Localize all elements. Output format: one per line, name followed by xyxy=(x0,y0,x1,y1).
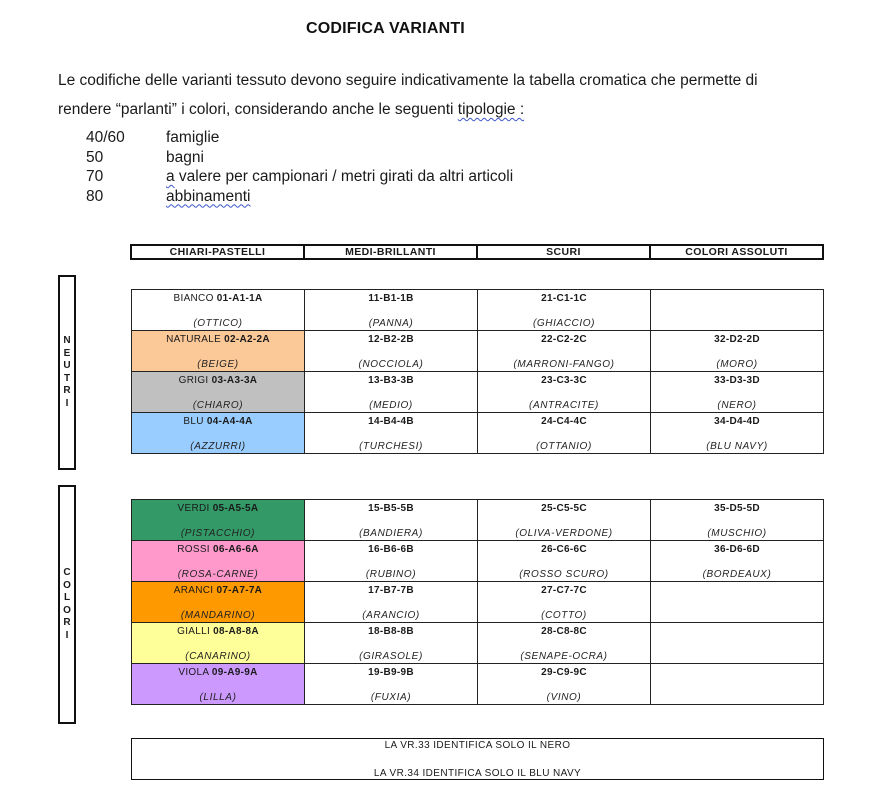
variant-code-number: 28-C8-8C xyxy=(541,626,587,637)
variant-code-number: 25-C5-5C xyxy=(541,503,587,514)
variant-code xyxy=(132,500,304,515)
variant-description: (RUBINO) xyxy=(365,569,417,580)
variant-cell xyxy=(478,290,651,331)
variant-cell xyxy=(132,500,305,541)
variant-code xyxy=(305,331,477,346)
type-code: 50 xyxy=(86,148,104,166)
variant-description: (MANDARINO) xyxy=(180,610,256,621)
variant-code xyxy=(478,331,650,346)
variant-code-number: 19-B9-9B xyxy=(368,667,414,678)
variant-code-number: 09-A9-9A xyxy=(211,667,258,678)
variant-code xyxy=(478,413,650,428)
variant-cell xyxy=(132,290,305,331)
table-row xyxy=(132,331,824,372)
variant-description: (FUXIA) xyxy=(370,692,412,703)
variant-cell xyxy=(651,372,824,413)
variant-code xyxy=(132,664,304,679)
variant-cell xyxy=(305,500,478,541)
variant-code xyxy=(305,290,477,305)
variant-code xyxy=(132,290,304,305)
variant-family-name: GIALLI xyxy=(177,626,214,637)
variant-code xyxy=(132,582,304,597)
variant-cell xyxy=(305,623,478,664)
variant-description: (VINO) xyxy=(546,692,582,703)
variant-family-name: ARANCI xyxy=(173,585,217,596)
header-chiari-pastelli: CHIARI-PASTELLI xyxy=(132,246,305,258)
variant-cell xyxy=(305,541,478,582)
variant-code xyxy=(132,331,304,346)
group-label-letter: T xyxy=(63,372,71,384)
variant-cell xyxy=(651,582,824,623)
variant-code xyxy=(651,413,823,428)
variant-code-number: 02-A2-2A xyxy=(224,334,270,345)
group-label-letter: C xyxy=(63,567,71,578)
variant-code xyxy=(478,623,650,638)
type-label: bagni xyxy=(166,148,204,166)
variant-code-number: 16-B6-6B xyxy=(368,544,414,555)
variant-cell xyxy=(478,331,651,372)
type-row xyxy=(86,187,513,207)
variant-code-number: 34-D4-4D xyxy=(714,416,760,427)
variant-cell xyxy=(651,290,824,331)
variant-description: (ROSSO SCURO) xyxy=(519,569,609,580)
variant-description: (COTTO) xyxy=(541,610,587,621)
variant-code-number: 12-B2-2B xyxy=(368,334,414,345)
variant-code-number: 35-D5-5D xyxy=(714,503,760,514)
table-row xyxy=(132,290,824,331)
variant-description: (TURCHESI) xyxy=(359,441,423,452)
variant-code xyxy=(305,623,477,638)
variant-cell xyxy=(651,331,824,372)
variant-description: (MUSCHIO) xyxy=(707,528,767,539)
variant-cell xyxy=(478,372,651,413)
variant-code-number: 17-B7-7B xyxy=(368,585,414,596)
variant-code xyxy=(305,500,477,515)
variant-cell xyxy=(651,623,824,664)
group-label-letter: O xyxy=(63,604,71,616)
variant-code-number: 13-B3-3B xyxy=(368,375,414,386)
variant-family-name: BIANCO xyxy=(173,293,217,304)
variant-code-number: 33-D3-3D xyxy=(714,375,760,386)
type-code: 40/60 xyxy=(86,129,125,146)
colori-table xyxy=(131,499,824,705)
variant-code-number: 18-B8-8B xyxy=(368,626,414,637)
variant-cell xyxy=(478,582,651,623)
variant-code-number: 06-A6-6A xyxy=(212,544,259,555)
intro-line-2 xyxy=(58,95,848,124)
column-headers xyxy=(130,244,824,260)
group-label-letter: I xyxy=(65,629,69,641)
variant-code xyxy=(305,372,477,387)
variant-description: (ANTRACITE) xyxy=(529,400,599,411)
variant-cell xyxy=(478,664,651,705)
variant-code xyxy=(651,664,823,667)
table-row xyxy=(132,582,824,623)
variant-cell xyxy=(305,413,478,454)
type-code: 80 xyxy=(86,187,104,205)
variant-code xyxy=(305,541,477,556)
variant-code xyxy=(478,541,650,556)
group-label-letter: U xyxy=(63,360,71,371)
variant-code xyxy=(478,290,650,305)
variant-code-number: 26-C6-6C xyxy=(541,544,587,555)
variant-code-number: 29-C9-9C xyxy=(541,667,587,678)
variant-code xyxy=(478,372,650,387)
note-line-2: LA VR.34 IDENTIFICA SOLO IL BLU NAVY xyxy=(373,768,582,779)
group-label-letter: R xyxy=(63,385,71,396)
note-line-1: LA VR.33 IDENTIFICA SOLO IL NERO xyxy=(384,740,571,751)
variant-description: (ROSA-CARNE) xyxy=(177,569,259,580)
variant-description: (OTTANIO) xyxy=(536,441,592,452)
table-row xyxy=(132,664,824,705)
neutri-table xyxy=(131,289,824,454)
variant-code xyxy=(478,500,650,515)
group-label-letter: I xyxy=(65,397,69,409)
variant-cell xyxy=(305,331,478,372)
variant-code-number: 15-B5-5B xyxy=(368,503,414,514)
variant-code xyxy=(132,372,304,387)
variant-code-number: 04-A4-4A xyxy=(206,416,253,427)
variant-code xyxy=(305,413,477,428)
variant-code xyxy=(305,582,477,597)
group-label-letter: L xyxy=(63,592,71,603)
group-label-letter: R xyxy=(63,617,71,628)
variant-cell xyxy=(132,541,305,582)
variant-description: (NERO) xyxy=(717,400,757,411)
table-row xyxy=(132,541,824,582)
variant-cell xyxy=(651,664,824,705)
group-label-letter: O xyxy=(63,579,71,591)
notes-box xyxy=(131,738,824,780)
variant-description: (SENAPE-OCRA) xyxy=(520,651,608,662)
variant-description: (MORO) xyxy=(716,359,758,370)
variant-family-name: VIOLA xyxy=(178,667,212,678)
variant-cell xyxy=(132,582,305,623)
type-label: abbinamenti xyxy=(166,187,251,205)
variant-code xyxy=(651,623,823,626)
type-row xyxy=(86,128,513,148)
variant-description: (GHIACCIO) xyxy=(532,318,596,329)
variant-family-name: NATURALE xyxy=(166,334,225,345)
variant-code xyxy=(478,582,650,597)
variant-code-number: 08-A8-8A xyxy=(213,626,259,637)
variant-family-name: ROSSI xyxy=(177,544,213,555)
type-label: a valere per campionari / metri girati da altri articoli xyxy=(166,168,514,185)
table-row xyxy=(132,623,824,664)
variant-code xyxy=(651,582,823,585)
variant-description: (OLIVA-VERDONE) xyxy=(515,528,613,539)
group-label-neutri xyxy=(58,275,76,470)
variant-cell xyxy=(305,664,478,705)
variant-cell xyxy=(651,413,824,454)
variant-code-number: 21-C1-1C xyxy=(541,293,587,304)
variant-description: (CHIARO) xyxy=(192,400,244,411)
variant-code-number: 03-A3-3A xyxy=(211,375,258,386)
intro-paragraph xyxy=(58,66,848,124)
variant-cell xyxy=(478,413,651,454)
variant-cell xyxy=(651,500,824,541)
variant-family-name: VERDI xyxy=(177,503,213,514)
variant-cell xyxy=(478,623,651,664)
variant-code-number: 27-C7-7C xyxy=(541,585,587,596)
variant-description: (BANDIERA) xyxy=(359,528,423,539)
variant-description: (AZZURRI) xyxy=(190,441,246,452)
header-medi-brillanti: MEDI-BRILLANTI xyxy=(305,246,478,258)
header-scuri: SCURI xyxy=(478,246,651,258)
variant-description: (BORDEAUX) xyxy=(702,569,772,580)
table-row xyxy=(132,500,824,541)
variant-code-number: 11-B1-1B xyxy=(368,293,414,304)
intro-line-2-text: rendere “parlanti” i colori, considerando anche le seguenti xyxy=(58,101,458,118)
variant-code-number: 36-D6-6D xyxy=(714,544,760,555)
types-list xyxy=(86,128,513,206)
variant-cell xyxy=(305,372,478,413)
variant-description: (MARRONI-FANGO) xyxy=(513,359,615,370)
variant-code xyxy=(132,413,304,428)
variant-code-number: 14-B4-4B xyxy=(368,416,414,427)
variant-cell xyxy=(132,623,305,664)
variant-cell xyxy=(478,541,651,582)
variant-code xyxy=(651,331,823,346)
variant-code-number: 32-D2-2D xyxy=(714,334,760,345)
variant-cell xyxy=(132,664,305,705)
variant-code xyxy=(132,541,304,556)
variant-cell xyxy=(478,500,651,541)
variant-code xyxy=(651,290,823,293)
type-label: famiglie xyxy=(166,129,220,146)
variant-description: (BLU NAVY) xyxy=(706,441,768,452)
variant-family-name: GRIGI xyxy=(178,375,212,386)
variant-code xyxy=(651,541,823,556)
variant-cell xyxy=(132,331,305,372)
variant-description: (NOCCIOLA) xyxy=(358,359,424,370)
variant-cell xyxy=(132,372,305,413)
spellcheck-word: tipologie : xyxy=(457,101,525,118)
variant-code xyxy=(305,664,477,679)
type-row xyxy=(86,148,513,168)
variant-code-number: 05-A5-5A xyxy=(212,503,259,514)
group-label-colori xyxy=(58,485,76,724)
variant-description: (CANARINO) xyxy=(185,651,251,662)
variant-code-number: 23-C3-3C xyxy=(541,375,587,386)
variant-description: (BEIGE) xyxy=(197,359,239,370)
variant-description: (PISTACCHIO) xyxy=(180,528,256,539)
variant-code xyxy=(651,372,823,387)
group-label-letter: N xyxy=(63,335,71,346)
type-code: 70 xyxy=(86,168,104,185)
variant-code xyxy=(132,623,304,638)
page-title: CODIFICA VARIANTI xyxy=(306,20,465,37)
variant-code xyxy=(478,664,650,679)
variant-family-name: BLU xyxy=(183,416,207,427)
type-row xyxy=(86,167,513,187)
variant-description: (ARANCIO) xyxy=(362,610,420,621)
variant-code-number: 01-A1-1A xyxy=(216,293,263,304)
header-colori-assoluti: COLORI ASSOLUTI xyxy=(685,246,788,258)
variant-description: (OTTICO) xyxy=(193,318,243,329)
variant-description: (LILLA) xyxy=(199,692,237,703)
variant-code xyxy=(651,500,823,515)
variant-cell xyxy=(305,290,478,331)
variant-cell xyxy=(132,413,305,454)
variant-cell xyxy=(305,582,478,623)
variant-description: (GIRASOLE) xyxy=(359,651,423,662)
table-row xyxy=(132,372,824,413)
variant-description: (PANNA) xyxy=(368,318,414,329)
table-row xyxy=(132,413,824,454)
variant-code-number: 22-C2-2C xyxy=(541,334,587,345)
variant-code-number: 07-A7-7A xyxy=(216,585,263,596)
variant-code-number: 24-C4-4C xyxy=(541,416,587,427)
variant-cell xyxy=(651,541,824,582)
variant-description: (MEDIO) xyxy=(369,400,413,411)
group-label-letter: E xyxy=(63,347,71,359)
intro-line-1: Le codifiche delle varianti tessuto devono seguire indicativamente la tabella cromatica che permette di xyxy=(58,72,758,89)
